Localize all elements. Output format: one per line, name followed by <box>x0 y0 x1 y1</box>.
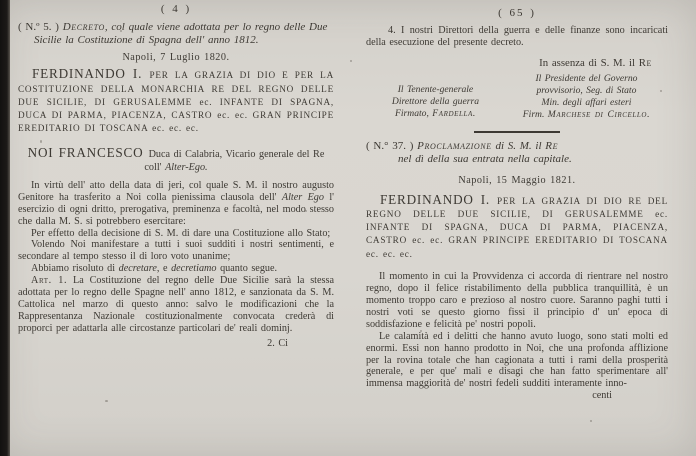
right-royal-title: FERDINANDO I. PER LA GRAZIA DI DIO RE DEL REGNO DELLE DUE SICILIE, DI GERUSALEMME ec. INFANTE DI SPAGNA, DUCA DI PARMA, PIACENZA, CASTRO ec. ec. GRAN PRINCIPE EREDITARIO DI TOSCANA ec. ec. ec. <box>366 191 668 259</box>
signature-line: provvisorio, Seg. di Stato <box>536 84 637 96</box>
signature-war-director <box>366 84 505 121</box>
left-page <box>18 0 334 350</box>
paragraph-art1: Art. 1. La Costituzione del regno delle Due Sicilie sarà la stessa adottata per lo regno delle Spagne nell' anno 1812, e sanzionata da S. M. Cattolica nel marzo di questo anno: salvo le modificazioni che la Rappresentanza Nazionale costituzionalmente convocata crederà di proporci per adattarla alle circostanze particolari de' reali dominj. <box>18 275 334 334</box>
paragraph-abbiamo: Abbiamo risoluto di decretare, e decretiamo quanto segue. <box>31 263 278 275</box>
signature-blocks <box>366 73 668 121</box>
absence-line: In assenza di S. M. il Re <box>539 56 652 69</box>
vicar-heading: NOI FRANCESCO Duca di Calabria, Vicario generale del Re coll' Alter-Ego. <box>27 144 325 173</box>
signature-line: Il Presidente del Governo <box>535 72 638 84</box>
paragraph-per-effetto: Per effetto della decisione di S. M. di dare una Costituzione allo Stato; <box>31 227 331 239</box>
signature-president <box>505 73 668 121</box>
proclamation-heading-line2: nel dì della sua entrata nella capitale. <box>398 153 572 166</box>
right-page <box>366 0 668 402</box>
right-dateline: Napoli, 15 Maggio 1821. <box>458 174 576 186</box>
paragraph-in-virtu: In virtù dell' atto della data di jeri, col quale S. M. il nostro augusto Genitore ha trasferito a Noi colla pienissima clausola dell' Alter Ego l' esercizio di ogni dritto, prerogativa, preminenza e facoltà, nel modo stesso che dalla M. S. si potrebbero esercitare: <box>18 179 334 227</box>
proclamation-heading-line1: ( N.° 37. ) Proclamazione di S. M. il Re <box>366 139 559 152</box>
left-page-number: ( 4 ) <box>160 3 192 15</box>
paragraph-art4: 4. I nostri Direttori della guerra e delle finanze sono incaricati della esecuzione del presente decreto. <box>366 24 668 48</box>
decree-heading: ( N.º 5. ) Decreto, col quale viene adottata per lo regno delle Due Sicilie la Costituzione di Spagna dell' anno 1812. <box>18 20 328 47</box>
paragraph-volendo: Volendo Noi manifestare a tutti i suoi sudditi i nostri sentimenti, e secondare al tempo stesso il di loro voto unanime; <box>18 239 334 263</box>
proclamation-heading <box>366 140 668 167</box>
left-royal-title: FERDINANDO I. PER LA GRAZIA DI DIO E PER LA COSTITUZIONE DELLA MONARCHIA RE DEL REGNO DELLE DUE SICILIE, DI GERUSALEMME ec. INFANTE DI SPAGNA, DUCA DI PARMA, PIACENZA, CASTRO ec. ec. GRAN PRINCIPE EREDITARIO DI TOSCANA ec. ec. ec. <box>18 66 335 134</box>
right-page-number: ( 65 ) <box>498 7 536 19</box>
signature-line: Direttore della guerra <box>391 95 479 107</box>
left-catchword: 2. Ci <box>267 337 288 349</box>
signature-line: Il Tenente-generale <box>397 83 474 95</box>
signature-line: Min. degli affari esteri <box>541 96 632 108</box>
scan-speck <box>590 420 592 422</box>
scan-speck <box>350 60 352 62</box>
left-dateline: Napoli, 7 Luglio 1820. <box>122 52 230 64</box>
paragraph-calamita: Le calamità ed i delitti che hanno avuto luogo, sono stati molti ed enormi. Essi non hanno prodotto in Noi, che una profonda afflizione per la rovina totale che han cagionata a tutti i rami della prosperità generale, e per que' mali e disagi che han fatto sperimentare all' immensa maggiorità de' nostri fedeli sudditi interamente inno- <box>366 330 668 390</box>
paragraph-momento: Il momento in cui la Provvidenza ci accorda di rientrare nel nostro regno, dopo il felice ristabilimento della pubblica tranquillità, è un momento troppo caro e prezioso al nostro cuore. Saranno paghi tutti i nostri voti se questo giorno fissi il principio d' un' epoca di soddisfazione e felicità pe' nostri popoli. <box>366 271 668 330</box>
right-catchword: centi <box>592 390 612 402</box>
signature-line: Firmato, Fardella. <box>395 107 476 119</box>
section-divider <box>474 131 560 133</box>
scan-speck <box>105 400 108 402</box>
scan-edge-shadow <box>0 0 10 456</box>
signature-line: Firm. Marchese di Circello. <box>522 108 651 120</box>
